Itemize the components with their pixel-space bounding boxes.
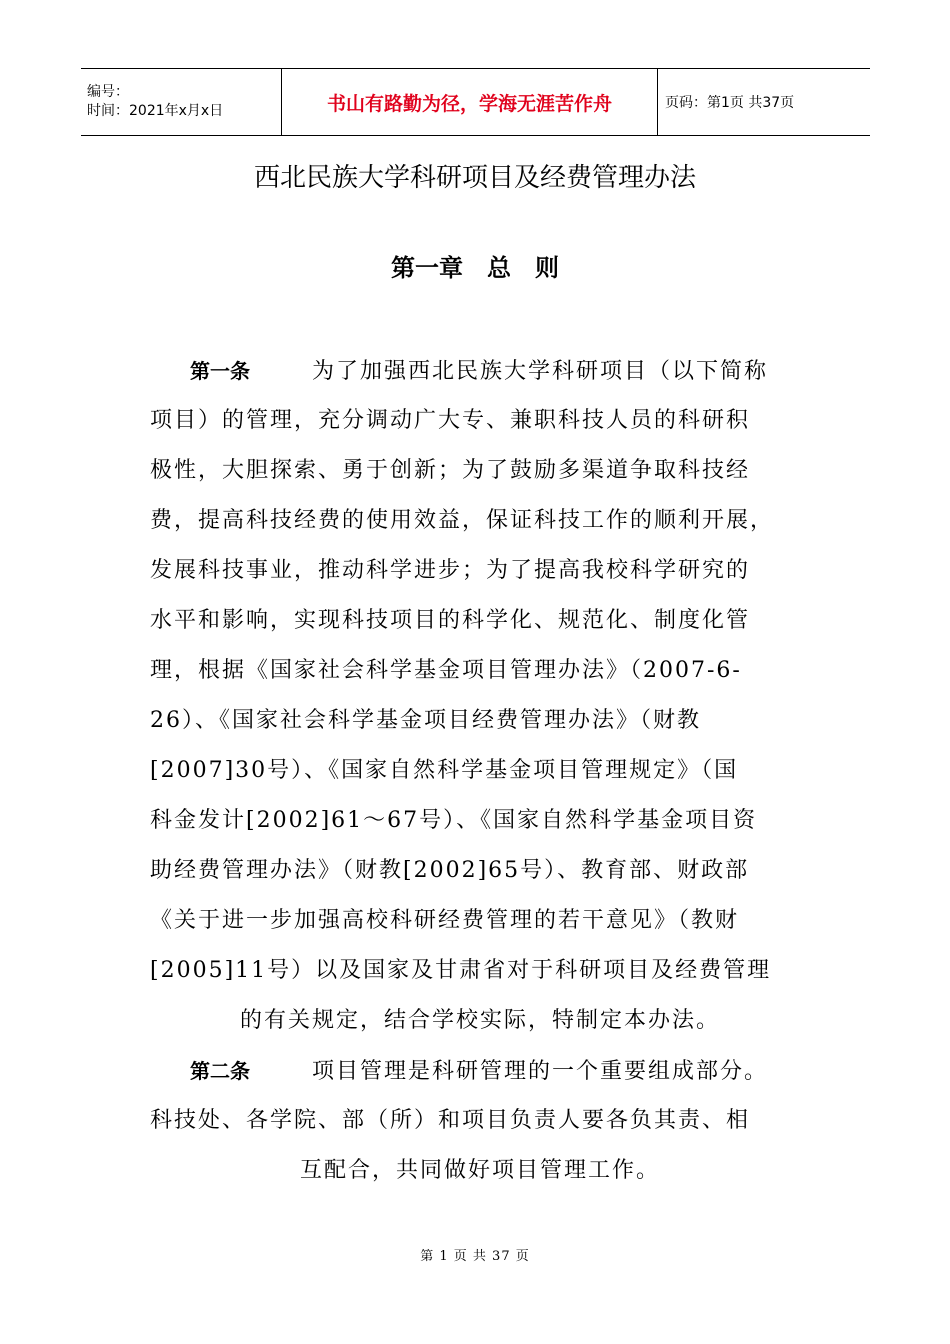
article-2-label: 第二条	[190, 1059, 250, 1083]
article-1-line: 极性，大胆探索、勇于创新；为了鼓励多渠道争取科技经	[150, 458, 751, 483]
article-1-label: 第一条	[190, 359, 250, 383]
header-page-info: 页码：第1页 共37页	[665, 95, 795, 111]
article-2-line: 互配合，共同做好项目管理工作。	[299, 1158, 660, 1183]
article-1-line: 科金发计[2002]61～67号）、《国家自然科学基金项目资	[150, 808, 758, 833]
header-motto: 书山有路勤为径，学海无涯苦作舟	[282, 69, 658, 135]
article-1-line: 水平和影响，实现科技项目的科学化、规范化、制度化管	[150, 608, 751, 633]
number-label: 编号：	[87, 84, 129, 100]
chapter-heading: 第一章 总 则	[391, 254, 559, 282]
document-title: 西北民族大学科研项目及经费管理办法	[253, 163, 696, 193]
article-1-line: 《关于进一步加强高校科研经费管理的若干意见》（教财	[150, 908, 740, 933]
article-1-line: 发展科技事业，推动科学进步；为了提高我校科学研究的	[150, 558, 751, 583]
article-2-line: 第二条 项目管理是科研管理的一个重要组成部分。	[190, 1059, 769, 1084]
article-1-line: 第一条 为了加强西北民族大学科研项目（以下简称	[190, 359, 769, 384]
article-1-line: 的有关规定，结合学校实际，特制定本办法。	[239, 1008, 720, 1033]
document-body	[150, 346, 810, 1196]
article-1-line: [2007]30号）、《国家自然科学基金项目管理规定》（国	[150, 758, 739, 783]
article-1-line: 助经费管理办法》（财教[2002]65号）、教育部、财政部	[150, 858, 750, 883]
header-meta	[81, 69, 282, 135]
article-1-line: 费，提高科技经费的使用效益，保证科技工作的顺利开展，	[150, 508, 775, 533]
article-1-line: 项目）的管理，充分调动广大专、兼职科技人员的科研积	[150, 408, 751, 433]
page-header	[81, 68, 870, 136]
date-label: 时间：2021年x月x日	[87, 103, 224, 119]
article-1-line: 理，根据《国家社会科学基金项目管理办法》（2007-6-	[150, 658, 742, 683]
page-footer: 第 1 页 共 37 页	[420, 1249, 530, 1264]
article-1-line: [2005]11号）以及国家及甘肃省对于科研项目及经费管理	[150, 958, 772, 983]
article-1-line: 26）、《国家社会科学基金项目经费管理办法》（财教	[150, 708, 701, 733]
article-2-line: 科技处、各学院、部（所）和项目负责人要各负其责、相	[150, 1108, 751, 1133]
